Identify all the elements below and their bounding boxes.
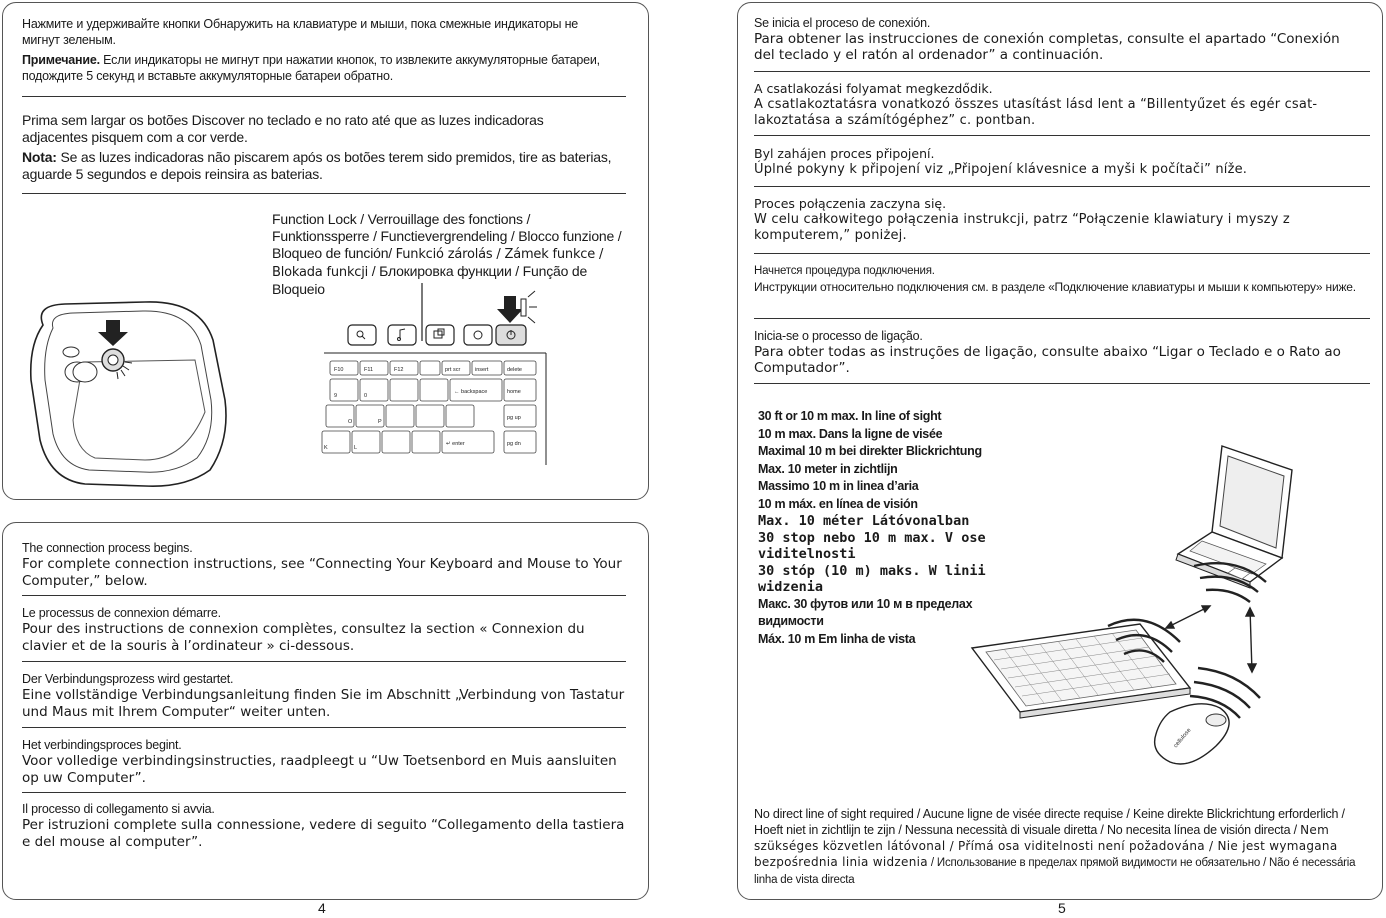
page-number-left: 4 (318, 900, 326, 916)
wireless-setup-illustration (950, 440, 1300, 780)
section-title: Le processus de connexion démarre. (22, 606, 221, 620)
section-title: Inicia-se o processo de ligação. (754, 329, 923, 343)
section-title: Начнется процедура подключения. (754, 265, 935, 277)
divider (22, 661, 626, 662)
connection-ru (754, 263, 1374, 295)
section-body: Voor volledige verbindingsinstructies, raadpleegt u “Uw Toetsenbord en Muis aansluiten op uw Computer”. (22, 753, 617, 786)
portuguese-instruction-block (22, 112, 612, 183)
section-body: W celu całkowitego połączenia instrukcji, patrz “Połączenie klawiatury i myszy z komputerem,” poniżej. (754, 212, 1290, 243)
key-delete: delete (507, 367, 522, 373)
no-sight-caption (754, 806, 1366, 888)
key-k: K (324, 445, 328, 451)
connection-cs (754, 146, 1368, 178)
section-body: Pour des instructions de connexion complètes, consultez la section « Connexion du clavier et de la souris à l’ordinateur » ci-dessous. (22, 621, 585, 654)
key-backspace: ← backspace (454, 389, 488, 395)
divider (754, 253, 1370, 254)
connection-nl (22, 737, 630, 787)
range-item: 10 m máx. en línea de visión (758, 496, 918, 511)
section-body: For complete connection instructions, see “Connecting Your Keyboard and Mouse to Your Computer,” below. (22, 556, 622, 589)
no-sight-part1: No direct line of sight required / Aucune ligne de visée directe requise / Keine direkte Blickrichtung erforderlich / Hoeft niet in zichtlijn te zijn / Nessuna necessità di visuale diretta / No necesita línea de visión directa / (754, 807, 1345, 837)
key-pgup: pg up (507, 415, 521, 421)
key-prtscr: prt scr (445, 367, 461, 373)
section-body: Eine vollständige Verbindungsanleitung finden Sie im Abschnitt „Verbindung von Tastatur und Maus mit Ihrem Computer“ weiter unten. (22, 687, 625, 720)
section-title: The connection process begins. (22, 541, 193, 555)
range-item: 30 stop nebo 10 m max. V ose viditelnosti (758, 529, 986, 562)
mouse-illustration (25, 300, 235, 490)
connection-it (22, 801, 634, 851)
section-body: Úplné pokyny k připojení viz „Připojení klávesnice a myši k počítači” níže. (754, 162, 1248, 177)
range-item: Massimo 10 m in linea d’aria (758, 479, 919, 493)
section-body: A csatlakoztatásra vonatkozó összes utasítást lásd lent a “Billentyűzet és egér csat-lakoztatása a számítógéphez” c. pontban. (754, 97, 1318, 128)
divider (22, 595, 626, 596)
russian-instruction: Нажмите и удерживайте кнопки Обнаружить на клавиатуре и мыши, пока смежные индикаторы не мигнут зеленым. (22, 17, 579, 47)
range-item: 30 ft or 10 m max. In line of sight (758, 409, 942, 423)
connection-de (22, 671, 630, 721)
connection-hu (754, 81, 1368, 129)
key-p: P (378, 419, 382, 425)
mouse-brand-label: cellulose (1172, 727, 1193, 750)
section-title: Het verbindingsproces begint. (22, 738, 182, 752)
section-title: Byl zahájen proces připojení. (754, 146, 935, 161)
range-item: Max. 10 méter Látóvonalban (758, 513, 970, 529)
section-body: Инструкции относительно подключения см. в разделе «Подключение клавиатуры и мыши к компьютеру» ниже. (754, 280, 1356, 294)
section-title: Proces połączenia zaczyna się. (754, 196, 947, 211)
key-9: 9 (334, 393, 338, 399)
connection-fr (22, 605, 630, 655)
connection-pl (754, 196, 1368, 244)
divider (22, 792, 626, 793)
range-item: Макс. 30 футов или 10 м в пределах видимости (758, 596, 973, 628)
keyboard-illustration (318, 283, 553, 468)
portuguese-instruction: Prima sem largar os botões Discover no teclado e no rato até que as luzes indicadoras adjacentes pisquem com a cor verde. (22, 112, 544, 145)
section-title: A csatlakozási folyamat megkezdődik. (754, 81, 993, 96)
section-title: Der Verbindungsprozess wird gestartet. (22, 672, 234, 686)
divider (754, 383, 1370, 384)
divider (754, 318, 1370, 319)
no-sight-part2: Nem szükséges közvetlen látóvonal / Přímá osa viditelnosti není požadována / Nie jest wymagana bezpośrednia linia widzenia (754, 823, 1338, 869)
range-item: Maximal 10 m bei direkter Blickrichtung (758, 444, 982, 458)
function-lock-part3: / Блокировка функции / Função de Bloqueio (272, 263, 588, 297)
section-body: Per istruzioni complete sulla connessione, vedere di seguito “Collegamento della tastiera e del mouse al computer”. (22, 817, 625, 850)
key-f11: F11 (364, 367, 374, 373)
russian-note-label: Примечание. (22, 53, 100, 67)
key-f10: F10 (334, 367, 344, 373)
connection-es (754, 15, 1364, 63)
page-number-right: 5 (1058, 900, 1066, 916)
portuguese-note (22, 149, 612, 183)
key-enter: ↵ enter (446, 441, 465, 447)
connection-pt (754, 328, 1364, 376)
divider (22, 96, 626, 97)
key-o: O (348, 419, 353, 425)
key-pgdn: pg dn (507, 441, 521, 447)
portuguese-note-label: Nota: (22, 149, 57, 165)
divider (754, 186, 1370, 187)
range-item: 10 m max. Dans la ligne de visée (758, 426, 943, 441)
range-item: Max. 10 meter in zichtlijn (758, 461, 898, 476)
key-l: L (354, 445, 358, 451)
key-f12: F12 (394, 367, 404, 373)
range-item: 30 stóp (10 m) maks. W linii widzenia (758, 562, 986, 595)
no-sight-part3: / Использование в пределах прямой видимости не обязательно / Não é necessária linha de vista directa (754, 857, 1356, 886)
russian-note (22, 52, 612, 84)
portuguese-note-text: Se as luzes indicadoras não piscarem após os botões terem sido premidos, tire as baterias, aguarde 5 segundos e depois reinsira as baterias. (22, 149, 612, 182)
section-body: Para obter todas as instruções de ligação, consulte abaixo “Ligar o Teclado e o Rato ao Computador”. (754, 344, 1341, 376)
section-body: Para obtener las instrucciones de conexión completas, consulte el apartado “Conexión del teclado y el ratón al ordenador” a continuación. (754, 31, 1340, 63)
divider (754, 135, 1370, 136)
divider (22, 727, 626, 728)
key-home: home (507, 389, 521, 395)
range-item: Máx. 10 m Em linha de vista (758, 631, 916, 646)
russian-note-text: Если индикаторы не мигнут при нажатии кнопок, то извлеките аккумуляторные батареи, подождите 5 секунд и вставьте аккумуляторные батареи обратно. (22, 53, 600, 83)
connection-en (22, 540, 630, 590)
key-insert: insert (475, 367, 489, 373)
divider (22, 193, 626, 194)
section-title: Se inicia el proceso de conexión. (754, 16, 931, 30)
function-lock-part2: Funkció zárolás / Zámek funkce / Blokada funkcji (272, 247, 604, 280)
divider (754, 71, 1370, 72)
section-title: Il processo di collegamento si avvia. (22, 802, 215, 816)
key-0: 0 (364, 393, 368, 399)
russian-instruction-block (22, 16, 612, 84)
function-lock-part1: Function Lock / Verrouillage des fonctions / Funktionssperre / Functievergrendeling / Blocco funzione / Bloqueo de función/ (272, 211, 622, 261)
